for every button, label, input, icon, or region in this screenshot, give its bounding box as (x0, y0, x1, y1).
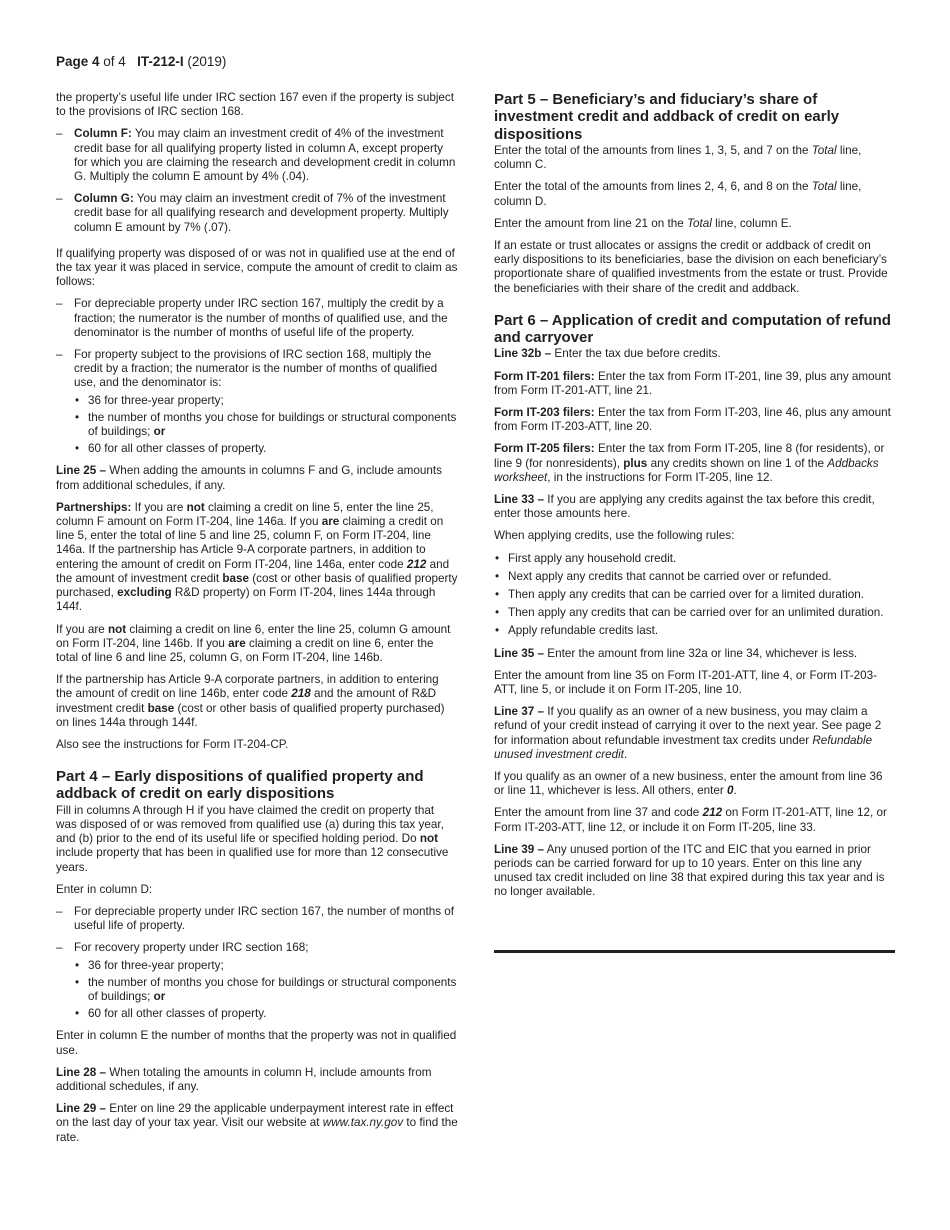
line-35-followup: Enter the amount from line 35 on Form IT-201-ATT, line 4, or Form IT-203-ATT, line 5, or include it on Form IT-205, line 10. (494, 668, 878, 696)
list-item: • Then apply any credits that can be carried over for a limited duration. (494, 588, 896, 602)
form-id: IT-212-I (137, 54, 184, 69)
rules-intro: When applying credits, use the following rules: (494, 529, 735, 543)
list-item: • 36 for three-year property; (74, 959, 458, 973)
column-g-label: Column G: (74, 192, 134, 206)
list-item: • Apply refundable credits last. (494, 624, 896, 638)
article-9a-paragraph: If the partnership has Article 9-A corporate partners, in addition to entering the amount of credit on line 146b, enter code 218 and the amount of R&D investment credit base (cost or other basis of qualified property purchased) on lines 144a through 144f. (56, 673, 445, 729)
line-37-paragraph: Line 37 – If you qualify as an owner of a new business, you may claim a refund of your credit instead of carrying it over to the next year. See page 2 for information about refundable investment tax credits under Refundable unused investment credit. (494, 705, 882, 761)
line-35-paragraph: Line 35 – Enter the amount from line 32a or line 34, whichever is less. (494, 646, 858, 660)
intro-paragraph: the property’s useful life under IRC section 167 even if the property is subject to the provisions of IRC section 168. (56, 91, 455, 119)
part-5-para-1: Enter the total of the amounts from lines 1, 3, 5, and 7 on the Total line, column C. (494, 143, 862, 172)
part-5-para-3: Enter the amount from line 21 on the Total line, column E. (494, 216, 792, 230)
list-item: • 36 for three-year property; (74, 394, 458, 408)
part-4-heading: Part 4 – Early dispositions of qualified property and addback of credit on early dispositions (56, 768, 424, 803)
line-25-paragraph: Line 25 – When adding the amounts in columns F and G, include amounts from additional schedules, if any. (56, 464, 442, 492)
part-5-heading: Part 5 – Beneficiary’s and fiduciary’s share of investment credit and addback of credit on early dispositions (494, 91, 840, 143)
part-4-paragraph: Fill in columns A through H if you have claimed the credit on property that was disposed of or was removed from qualified use (a) during this tax year, and (b) prior to the end of its useful life or specified holding period. Do not include property that has been in qualified use for more than 12 consecutive years. (56, 803, 449, 874)
page-total: of 4 (103, 54, 126, 69)
disposed-paragraph: If qualifying property was disposed of or was not in qualified use at the end of the tax year it was placed in service, compute the amount of credit to claim as follows: (56, 246, 458, 289)
it-201-paragraph: Form IT-201 filers: Enter the tax from Form IT-201, line 39, plus any amount from Form IT-201-ATT, line 21. (494, 369, 891, 397)
recovery-list (56, 959, 458, 1022)
column-f-item: – Column F: You may claim an investment credit of 4% of the investment credit base for all qualifying property listed in column A, except property for which you are claiming the research and development credit in column G. Multiply the column E amount by 4% (.04). (56, 127, 458, 184)
line-6-paragraph: If you are not claiming a credit on line 6, enter the line 25, column G amount on Form IT-204, line 146b. If you are claiming a credit on line 6, enter the total of line 6 and line 25, column G, on Form IT-204, line 146b. (56, 622, 451, 664)
line-29-paragraph: Line 29 – Enter on line 29 the applicable underpayment interest rate in effect on the last day of your tax year. Visit our website at www.tax.ny.gov to find the rate. (56, 1102, 458, 1144)
website-link[interactable]: www.tax.ny.gov (322, 1116, 404, 1130)
credit-rules-list (494, 552, 896, 639)
column-e-paragraph: Enter in column E the number of months that the property was not in qualified use. (56, 1029, 457, 1057)
line-32b-paragraph: Line 32b – Enter the tax due before credits. (494, 347, 721, 361)
page-header (56, 54, 226, 70)
line-28-paragraph: Line 28 – When totaling the amounts in column H, include amounts from additional schedules, if any. (56, 1065, 432, 1093)
column-f-label: Column F: (74, 127, 132, 141)
list-item: • Next apply any credits that cannot be carried over or refunded. (494, 570, 896, 584)
code-212-paragraph: Enter the amount from line 37 and code 212 on Form IT-201-ATT, line 12, or Form IT-203-ATT, line 12, or include it on Form IT-205, line 33. (494, 806, 887, 834)
line-39-paragraph: Line 39 – Any unused portion of the ITC and EIC that you earned in prior periods can be carried forward for up to 10 years. Enter on this line any unused tax credit included on line 38 that expired during this tax year and is no longer available. (494, 842, 885, 899)
section-167-item: – For depreciable property under IRC section 167, multiply the credit by a fraction; the numerator is the number of months of qualified use, and the denominator is the number of months of useful life of the property. (56, 297, 458, 340)
column-g-item: – Column G: You may claim an investment credit of 7% of the investment credit base for all qualifying research and development property. Multiply column E amount by 7% (.07). (56, 192, 458, 235)
new-business-paragraph: If you qualify as an owner of a new business, enter the amount from line 36 or line 11, whichever is less. All others, enter 0. (494, 769, 883, 798)
part-5-para-4: If an estate or trust allocates or assigns the credit or addback of credit on early dispositions to its beneficiaries, base the division on each beneficiary’s proportionate share of qualified investments from the estate or trust. Provide the beneficiaries with their share of the credit and addback. (494, 238, 888, 295)
line-33-paragraph: Line 33 – If you are applying any credits against the tax before this credit, enter those amounts here. (494, 492, 875, 521)
section-168-item: – For property subject to the provisions of IRC section 168, multiply the credit by a fraction; the numerator is the number of months of qualified use, and the denominator is: (56, 348, 458, 391)
page-number: Page 4 (56, 54, 100, 69)
also-see-paragraph: Also see the instructions for Form IT-204-CP. (56, 737, 289, 751)
list-item: • the number of months you chose for buildings or structural components of buildings; or (74, 411, 458, 439)
column-d-intro: Enter in column D: (56, 882, 153, 896)
list-item: • First apply any household credit. (494, 552, 896, 566)
list-item: • 60 for all other classes of property. (74, 442, 458, 456)
section-167-months-item: – For depreciable property under IRC section 167, the number of months of useful life of property. (56, 905, 458, 933)
list-item: • the number of months you chose for buildings or structural components of buildings; or (74, 976, 458, 1004)
form-year: (2019) (187, 54, 227, 69)
right-column (494, 91, 896, 908)
end-rule (494, 950, 895, 953)
it-203-paragraph: Form IT-203 filers: Enter the tax from Form IT-203, line 46, plus any amount from Form IT-203-ATT, line 20. (494, 405, 891, 434)
it-205-paragraph: Form IT-205 filers: Enter the tax from Form IT-205, line 8 (for residents), or line 9 (for nonresidents), plus any credits shown on line 1 of the Addbacks worksheet, in the instructions for Form IT-205, line 12. (494, 442, 885, 484)
part-5-para-2: Enter the total of the amounts from lines 2, 4, 6, and 8 on the Total line, column D. (494, 180, 862, 208)
denominator-list (56, 394, 458, 457)
list-item: • Then apply any credits that can be carried over for an unlimited duration. (494, 606, 896, 620)
partnerships-paragraph: Partnerships: If you are not claiming a credit on line 5, enter the line 25, column F amount on Form IT-204, line 146a. If you are claiming a credit on line 5, enter the total of line 5 and line 25, column F, on Form IT-204, line 146a. If the partnership has Article 9-A corporate partners, in addition to entering the amount of credit on Form IT-204, line 146a, enter code 212 and the amount of investment credit base (cost or other basis of qualified property purchased, excluding R&D property) on Form IT-204, lines 144a through 144f. (56, 500, 458, 614)
section-168-recovery-item: – For recovery property under IRC section 168; (56, 941, 458, 955)
left-column (56, 91, 458, 1153)
part-6-heading: Part 6 – Application of credit and computation of refund and carryover (494, 311, 891, 347)
list-item: • 60 for all other classes of property. (74, 1007, 458, 1021)
